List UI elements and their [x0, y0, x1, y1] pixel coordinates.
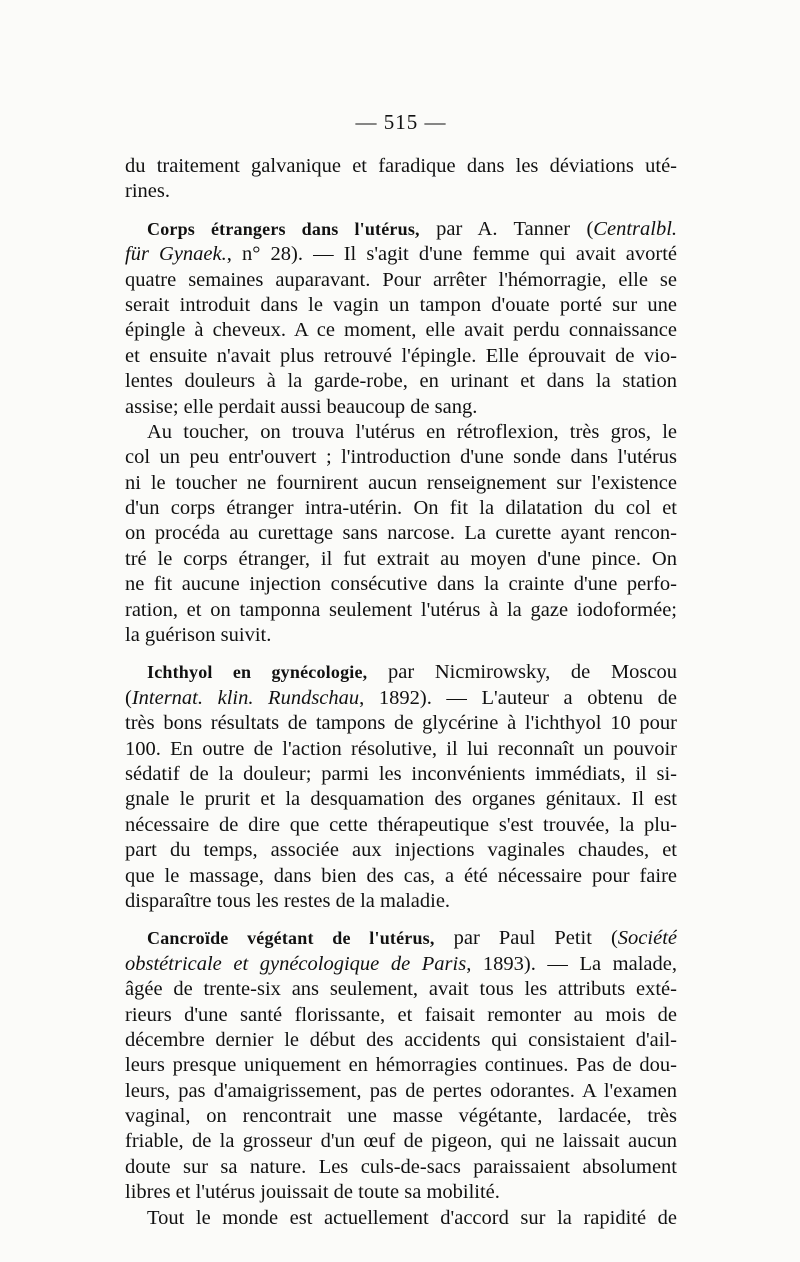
text-line: [125, 660, 677, 685]
text-line: décembre dernier le début des accidents qui consistaient d'ail-: [125, 1028, 677, 1051]
paragraph-gap: [125, 914, 677, 926]
paragraph: [125, 154, 677, 205]
text-line: ne fit aucune injection consécutive dans la crainte d'une perfo-: [125, 573, 677, 596]
text-line: Tout le monde est actuellement d'accord sur la rapidité de: [147, 1206, 677, 1229]
citation-italic: für Gynaek.: [125, 243, 227, 266]
text-line: [125, 242, 677, 267]
text-line: et ensuite n'avait plus retrouvé l'épingle. Elle éprouvait de vio-: [125, 344, 677, 367]
text-line: lentes douleurs à la garde-robe, en urinant et dans la station: [125, 370, 677, 393]
text-line: assise; elle perdait aussi beaucoup de sang.: [125, 395, 478, 418]
text-line: rieurs d'une santé florissante, et faisait remonter au mois de: [125, 1003, 677, 1026]
text-line: tré le corps étranger, il fut extrait au moyen d'une pince. On: [125, 547, 677, 570]
text-line: ni le toucher ne fournirent aucun renseignement sur l'existence: [125, 471, 677, 494]
page-number: — 515 —: [355, 110, 447, 134]
text-line: col un peu entr'ouvert ; l'introduction d'une sonde dans l'utérus: [125, 446, 677, 469]
citation-italic: Société: [617, 927, 677, 950]
citation-italic: Internat. klin. Rundschau: [131, 686, 360, 709]
text-line: épingle à cheveux. A ce moment, elle avait perdu connaissance: [125, 319, 677, 342]
text-line: part du temps, associée aux injections vaginales chaudes, et: [125, 839, 677, 862]
text-line: vaginal, on rencontrait une masse végétante, lardacée, très: [125, 1105, 677, 1128]
text-line: [125, 926, 677, 951]
text-block: [125, 110, 677, 1231]
text-line: serait introduit dans le vagin un tampon d'ouate porté sur une: [125, 293, 677, 316]
paragraph-gap: [125, 648, 677, 660]
text-line: quatre semaines auparavant. Pour arrêter l'hémorragie, elle se: [125, 268, 677, 291]
text-line: friable, de la grosseur d'un œuf de pigeon, qui ne laissait aucun: [125, 1130, 677, 1153]
text-line: Au toucher, on trouva l'utérus en rétroflexion, très gros, le: [147, 420, 677, 443]
section-heading: Corps étrangers dans l'utérus,: [147, 218, 420, 239]
text-line: [125, 952, 677, 977]
text-line: disparaître tous les restes de la maladie.: [125, 889, 451, 912]
text-run: par Nicmirowsky, de Moscou: [367, 661, 677, 684]
paragraph-gap: [125, 205, 677, 217]
text-run: par Paul Petit (: [434, 927, 618, 950]
section-heading: Cancroïde végétant de l'utérus,: [147, 928, 435, 949]
text-line: doute sur sa nature. Les culs-de-sacs paraissaient absolument: [125, 1155, 677, 1178]
text-line: d'un corps étranger intra-utérin. On fit la dilatation du col et: [125, 497, 677, 520]
text-line: leurs presque uniquement en hémorragies continues. Pas de dou-: [125, 1054, 677, 1077]
citation-italic: obstétricale et gynécologique de Paris: [125, 952, 467, 975]
citation-italic: Centralbl.: [593, 217, 677, 240]
body-text: [125, 154, 677, 1231]
text-line: [125, 217, 677, 242]
text-line: âgée de trente-six ans seulement, avait tous les attributs exté-: [125, 978, 677, 1001]
text-line: nécessaire de dire que cette thérapeutique s'est trouvée, la plu-: [125, 813, 677, 836]
text-run: , 1893). — La malade,: [466, 952, 677, 975]
text-line: libres et l'utérus jouissait de toute sa mobilité.: [125, 1181, 500, 1204]
text-run: (: [125, 686, 132, 709]
text-line: rines.: [125, 180, 170, 203]
text-line: ration, et on tamponna seulement l'utérus à la gaze iodoformée;: [125, 598, 677, 621]
text-line: on procéda au curettage sans narcose. La curette ayant rencon-: [125, 522, 677, 545]
paragraph: [125, 926, 677, 1231]
text-run: par A. Tanner (: [419, 217, 594, 240]
text-line: leurs, pas d'amaigrissement, pas de pertes odorantes. A l'examen: [125, 1079, 677, 1102]
section-heading: Ichthyol en gynécologie,: [147, 662, 368, 683]
text-line: la guérison suivit.: [125, 624, 272, 647]
text-line: sédatif de la douleur; parmi les inconvénients immédiats, il si-: [125, 762, 677, 785]
text-run: , 1892). — L'auteur a obtenu de: [359, 686, 677, 709]
text-line: que le massage, dans bien des cas, a été nécessaire pour faire: [125, 864, 677, 887]
text-line: gnale le prurit et la desquamation des organes génitaux. Il est: [125, 788, 677, 811]
paragraph: [125, 660, 677, 914]
text-line: [125, 686, 677, 711]
text-run: , n° 28). — Il s'agit d'une femme qui avait avorté: [226, 243, 677, 266]
text-line: très bons résultats de tampons de glycérine à l'ichthyol 10 pour: [125, 712, 677, 735]
paragraph: [125, 217, 677, 649]
text-line: du traitement galvanique et faradique dans les déviations uté-: [125, 155, 677, 177]
text-line: 100. En outre de l'action résolutive, il lui reconnaît un pouvoir: [125, 737, 677, 760]
